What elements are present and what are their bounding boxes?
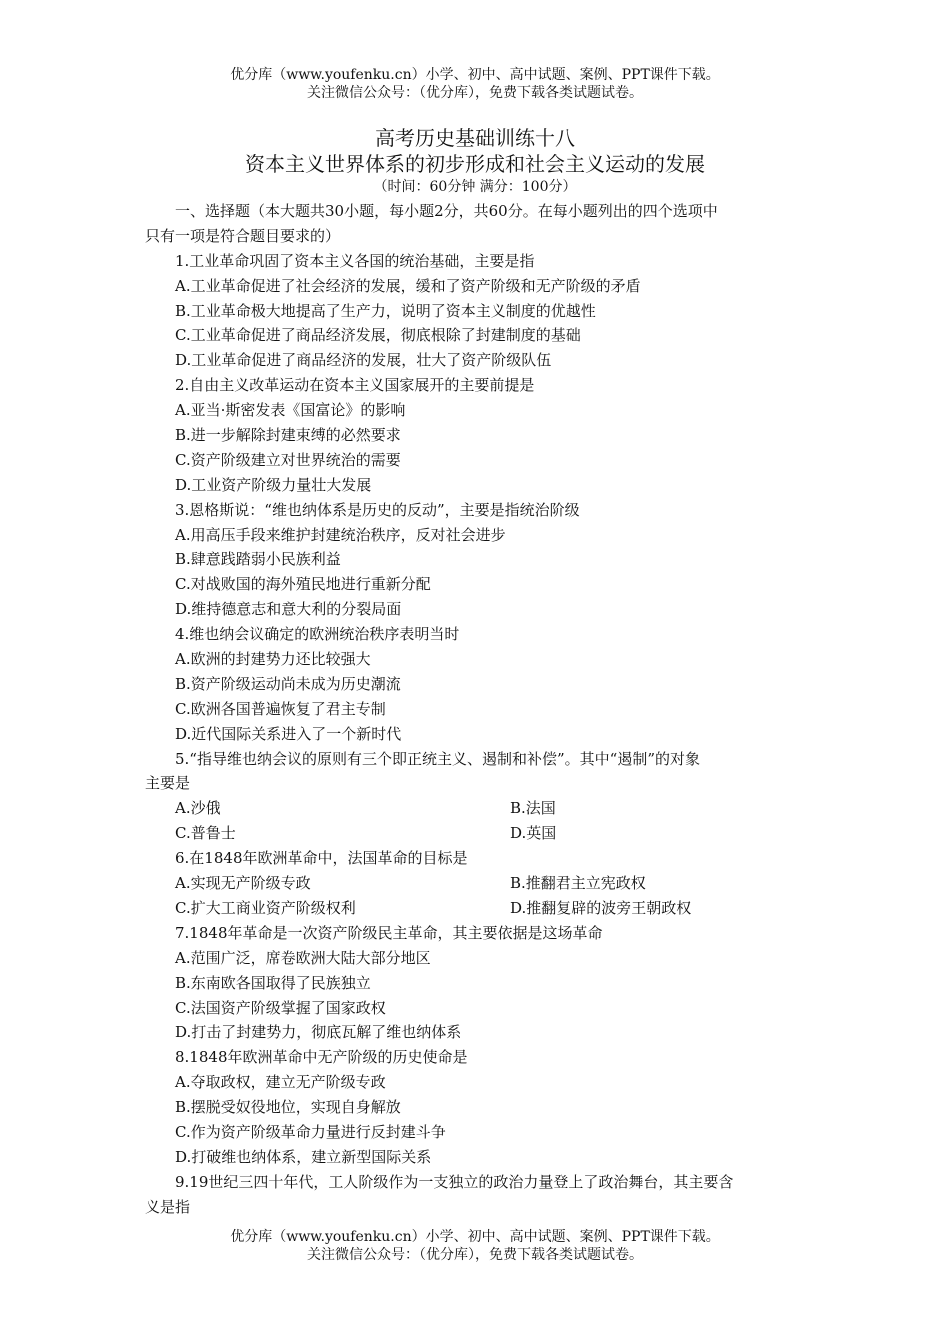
question-stem: 1.工业革命巩固了资本主义各国的统治基础，主要是指 xyxy=(175,251,535,270)
page-subtitle: 资本主义世界体系的初步形成和社会主义运动的发展 xyxy=(245,152,705,176)
option: D.近代国际关系进入了一个新时代 xyxy=(175,724,402,743)
option: C.普鲁士 xyxy=(175,824,236,843)
page-title: 高考历史基础训练十八 xyxy=(375,126,575,150)
option: B.资产阶级运动尚未成为历史潮流 xyxy=(175,674,401,693)
option: A.夺取政权，建立无产阶级专政 xyxy=(175,1073,386,1092)
option: A.范围广泛，席卷欧洲大陆大部分地区 xyxy=(175,948,431,967)
page-footer xyxy=(0,1228,950,1264)
option-row xyxy=(145,796,815,821)
option: A.工业革命促进了社会经济的发展，缓和了资产阶级和无产阶级的矛盾 xyxy=(175,276,641,295)
section-heading: 一、选择题（本大题共30小题，每小题2分，共60分。在每小题列出的四个选项中 xyxy=(175,202,718,220)
option: D.工业资产阶级力量壮大发展 xyxy=(175,475,372,494)
footer-line-2: 关注微信公众号：（优分库），免费下载各类试题试卷。 xyxy=(307,1247,643,1263)
option: D.英国 xyxy=(510,824,557,843)
option: D.打击了封建势力，彻底瓦解了维也纳体系 xyxy=(175,1023,462,1042)
option: B.东南欧各国取得了民族独立 xyxy=(175,973,371,992)
question-stem: 7.1848年革命是一次资产阶级民主革命，其主要依据是这场革命 xyxy=(175,923,603,942)
option: A.实现无产阶级专政 xyxy=(175,874,311,893)
option: B.进一步解除封建束缚的必然要求 xyxy=(175,426,401,445)
option: C.工业革命促进了商品经济发展，彻底根除了封建制度的基础 xyxy=(175,326,581,345)
question-stem: 3.恩格斯说：“维也纳体系是历史的反动”，主要是指统治阶级 xyxy=(175,500,580,519)
option: C.资产阶级建立对世界统治的需要 xyxy=(175,450,401,469)
option: C.作为资产阶级革命力量进行反封建斗争 xyxy=(175,1122,446,1141)
header-line-2: 关注微信公众号：（优分库），免费下载各类试题试卷。 xyxy=(307,85,643,101)
question-stem: 9.19世纪三四十年代，工人阶级作为一支独立的政治力量登上了政治舞台，其主要含 xyxy=(175,1172,734,1191)
question-body xyxy=(145,199,815,1220)
option: D.维持德意志和意大利的分裂局面 xyxy=(175,600,402,619)
question-stem-cont: 义是指 xyxy=(145,1197,191,1216)
option: A.欧洲的封建势力还比较强大 xyxy=(175,650,371,669)
option: D.推翻复辟的波旁王朝政权 xyxy=(510,898,692,917)
question-stem-cont: 主要是 xyxy=(145,774,191,793)
option: B.法国 xyxy=(510,799,556,818)
option: B.肆意践踏弱小民族利益 xyxy=(175,550,341,569)
option: A.沙俄 xyxy=(175,799,221,818)
exam-meta: （时间：60分钟 满分：100分） xyxy=(373,179,577,195)
option: C.欧洲各国普遍恢复了君主专制 xyxy=(175,699,386,718)
option: D.工业革命促进了商品经济的发展，壮大了资产阶级队伍 xyxy=(175,351,552,370)
option: C.扩大工商业资产阶级权利 xyxy=(175,898,356,917)
question-stem: 2.自由主义改革运动在资本主义国家展开的主要前提是 xyxy=(175,376,535,395)
option: C.对战败国的海外殖民地进行重新分配 xyxy=(175,575,431,594)
option-row xyxy=(145,821,815,846)
question-stem: 6.在1848年欧洲革命中，法国革命的目标是 xyxy=(175,849,468,868)
question-stem: 8.1848年欧洲革命中无产阶级的历史使命是 xyxy=(175,1048,468,1067)
question-stem: 5.“指导维也纳会议的原则有三个即正统主义、遏制和补偿”。其中“遏制”的对象 xyxy=(175,749,700,768)
option: A.用高压手段来维护封建统治秩序，反对社会进步 xyxy=(175,525,506,544)
option: A.亚当·斯密发表《国富论》的影响 xyxy=(175,401,406,420)
option: C.法国资产阶级掌握了国家政权 xyxy=(175,998,386,1017)
header-line-1: 优分库（www.youfenku.cn）小学、初中、高中试题、案例、PPT课件下载。 xyxy=(230,67,720,83)
section-heading-cont: 只有一项是符合题目要求的） xyxy=(145,226,341,245)
option: B.摆脱受奴役地位，实现自身解放 xyxy=(175,1098,401,1117)
option: B.推翻君主立宪政权 xyxy=(510,874,646,893)
footer-line-1: 优分库（www.youfenku.cn）小学、初中、高中试题、案例、PPT课件下载。 xyxy=(230,1229,720,1245)
option-row xyxy=(145,896,815,921)
option: D.打破维也纳体系，建立新型国际关系 xyxy=(175,1147,432,1166)
question-stem: 4.维也纳会议确定的欧洲统治秩序表明当时 xyxy=(175,625,460,644)
page-header xyxy=(0,66,950,102)
option: B.工业革命极大地提高了生产力，说明了资本主义制度的优越性 xyxy=(175,301,596,320)
option-row xyxy=(145,871,815,896)
